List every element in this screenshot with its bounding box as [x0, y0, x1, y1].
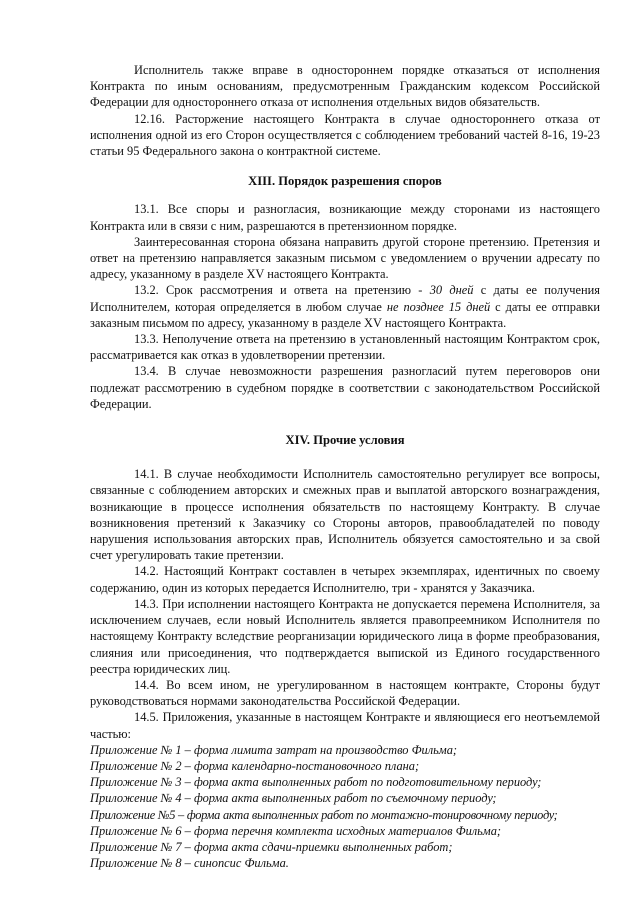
- annex-item: Приложение № 7 – форма акта сдачи-приемки выполненных работ;: [90, 839, 453, 854]
- paragraph-14-2: 14.2. Настоящий Контракт составлен в четырех экземплярах, идентичных по своему содержанию, один из которых передается Исполнителю, три - хранятся у Заказчика.: [90, 564, 600, 595]
- annex-item: Приложение № 6 – форма перечня комплекта исходных материалов Фильма;: [90, 823, 502, 838]
- annex-item: Приложение № 3 – форма акта выполненных работ по подготовительному периоду;: [90, 775, 542, 790]
- paragraph-14-3: 14.3. При исполнении настоящего Контракта не допускается перемена Исполнителя, за исключением случаев, если новый Исполнитель является правопреемником Исполнителя по настоящему Контракту вследствие реорганизации юридического лица в форме преобразования, слияния или присоединения, что подтверждается выпиской из Единого государственного реестра юридических лиц.: [90, 596, 600, 676]
- section-heading-xiii: XIII. Порядок разрешения споров: [248, 174, 442, 189]
- paragraph-13-3: 13.3. Неполучение ответа на претензию в установленный настоящим Контрактом срок, рассматривается как отказ в удовлетворении претензии.: [90, 332, 600, 363]
- annex-list: [90, 742, 600, 872]
- annex-item: Приложение № 1 – форма лимита затрат на производство Фильма;: [90, 742, 458, 757]
- paragraph-withdrawal: Исполнитель также вправе в одностороннем порядке отказаться от исполнения Контракта по иным основаниям, предусмотренным Гражданским кодексом Российской Федерации для одностороннего отказа от исполнения отдельных видов обязательств.: [90, 63, 600, 110]
- paragraph-14-5: 14.5. Приложения, указанные в настоящем Контракте и являющиеся его неотъемлемой частью:: [90, 710, 600, 741]
- paragraph-13-2-part-c: с даты ее получения Исполнителем, которая определяется в любом случае: [90, 283, 600, 314]
- document-page: [90, 62, 600, 871]
- paragraph-13-2-part-a: 13.2. Срок рассмотрения и ответа на претензию -: [134, 283, 430, 298]
- paragraph-13-1: 13.1. Все споры и разногласия, возникающие между сторонами из настоящего Контракта или в связи с ним, разрешаются в претензионном порядке.: [90, 202, 600, 233]
- annex-item: Приложение № 4 – форма акта выполненных работ по съемочному периоду;: [90, 791, 497, 806]
- term-15-days: не позднее 15 дней: [386, 299, 491, 314]
- paragraph-13-2: [90, 282, 600, 331]
- annex-item: Приложение № 8 – синопсис Фильма.: [90, 856, 289, 871]
- paragraph-14-4: 14.4. Во всем ином, не урегулированном в настоящем контракте, Стороны будут руководствоваться нормами законодательства Российской Федерации.: [90, 677, 600, 709]
- annex-item: Приложение №5 – форма акта выполненных работ по монтажно-тонировочному периоду;: [90, 807, 558, 822]
- paragraph-13-4: 13.4. В случае невозможности разрешения разногласий путем переговоров они подлежат рассмотрению в судебном порядке в соответствии с законодательством Российской Федерации.: [90, 364, 600, 411]
- annex-item: Приложение № 2 – форма календарно-постановочного плана;: [90, 758, 420, 773]
- paragraph-14-1: 14.1. В случае необходимости Исполнитель самостоятельно регулирует все вопросы, связанные с соблюдением авторских и смежных прав и выплатой авторского вознаграждения, возникающие в процессе исполнения обязательств по настоящему Контракту. В случае возникновения претензий к Заказчику со Стороны авторов, правообладателей по поводу нарушения использования авторских прав, Исполнитель обязуется самостоятельно и за свой счет урегулировать такие претензии.: [90, 467, 600, 563]
- section-heading-xiv: XIV. Прочие условия: [285, 433, 405, 448]
- paragraph-12-16: 12.16. Расторжение настоящего Контракта в случае одностороннего отказа от исполнения одной из его Сторон осуществляется с соблюдением требований частей 8-16, 19-23 статьи 95 Федерального закона о контрактной системе.: [90, 111, 600, 159]
- paragraph-13-2-part-e: с даты ее отправки заказным письмом по адресу, указанному в разделе XV настоящего Контракта.: [90, 299, 600, 330]
- term-30-days: 30 дней: [429, 283, 474, 298]
- paragraph-claim-procedure: Заинтересованная сторона обязана направить другой стороне претензию. Претензия и ответ на претензию направляется заказным письмом с уведомлением о вручении адресату по адресу, указанному в разделе XV настоящего Контракта.: [90, 234, 600, 282]
